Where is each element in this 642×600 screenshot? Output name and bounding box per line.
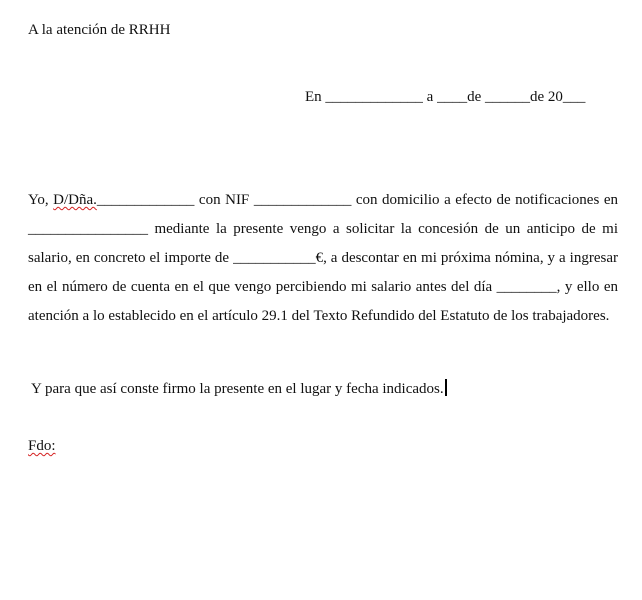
place-date-line: En _____________ a ____de ______de 20___ [305, 89, 586, 105]
body-intro-text: Yo, [28, 192, 54, 208]
closing-text: Y para que así conste firmo la presente en el lugar y fecha indicados. [31, 381, 444, 397]
signature-label-text: Fdo: [28, 438, 56, 454]
closing-line [31, 379, 447, 398]
signature-label [28, 437, 56, 455]
spellcheck-flagged-word: D/Dña. [53, 192, 97, 208]
addressee-line: A la atención de RRHH [28, 22, 171, 38]
body-main-text: _____________ con NIF _____________ con domicilio a efecto de notificaciones en ________________ mediante la presente vengo a solicitar la concesión de un anticipo de mi salario, en concreto el importe de ___________€, a descontar en mi próxima nómina, y a ingresar en el número de cuenta en el que vengo percibiendo mi salario antes del día ________, y ello en atención a lo establecido en el artículo 29.1 del Texto Refundido del Estatuto de los trabajadores. [28, 192, 618, 324]
text-cursor[interactable] [445, 379, 447, 396]
body-paragraph [28, 186, 618, 331]
